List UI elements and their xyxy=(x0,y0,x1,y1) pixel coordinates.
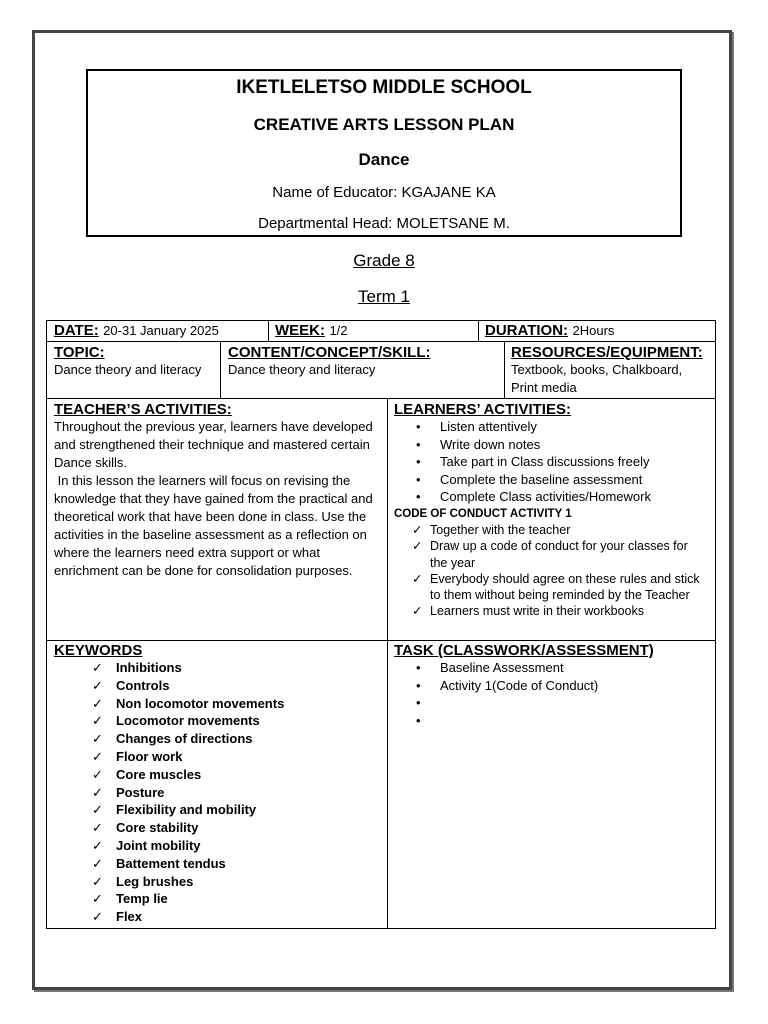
list-item: • Baseline Assessment xyxy=(394,659,709,677)
plan-title: CREATIVE ARTS LESSON PLAN xyxy=(253,115,515,134)
content-value: Dance theory and literacy xyxy=(228,362,376,377)
term-label: Term 1 xyxy=(358,287,410,306)
keyword-item: ✓ Flexibility and mobility xyxy=(54,801,380,819)
resources-cell xyxy=(504,341,716,399)
department-head: Departmental Head: MOLETSANE M. xyxy=(258,215,510,232)
teacher-activities-p1: Throughout the previous year, learners have developed and strengthened their technique and mastered certain Dance skills. xyxy=(54,419,373,470)
code-of-conduct-title: CODE OF CONDUCT ACTIVITY 1 xyxy=(394,507,572,520)
keyword-item: ✓ Temp lie xyxy=(54,890,380,908)
topic-label: TOPIC: xyxy=(54,344,105,361)
content-cell xyxy=(220,341,505,399)
keyword-item: ✓ Locomotor movements xyxy=(54,712,380,730)
list-item: ✓ Together with the teacher xyxy=(394,522,701,538)
keyword-item: ✓ Posture xyxy=(54,784,380,802)
task-label: TASK (CLASSWORK/ASSESSMENT) xyxy=(394,642,654,659)
topic-cell xyxy=(46,341,221,399)
keyword-item: ✓ Floor work xyxy=(54,748,380,766)
keyword-item: ✓ Core muscles xyxy=(54,766,380,784)
keyword-item: ✓ Battement tendus xyxy=(54,855,380,873)
date-cell xyxy=(46,320,269,342)
list-item: ✓ Draw up a code of conduct for your classes for the year xyxy=(394,538,701,571)
list-item: • Listen attentively xyxy=(394,418,715,436)
teacher-activities-p2: In this lesson the learners will focus on revising the knowledge that they have gained from the practical and theoretical work that have been done in class. Use the activities in the baseline assessment as a reflection on where the learners need extra support or what enrichment can be done for consolidation purposes. xyxy=(54,473,377,578)
learners-activities-list xyxy=(394,418,715,506)
date-label: DATE: xyxy=(54,322,99,339)
keyword-item: ✓ Non locomotor movements xyxy=(54,695,380,713)
learners-activities-label: LEARNERS’ ACTIVITIES: xyxy=(394,401,571,418)
keyword-item: ✓ Flex xyxy=(54,908,380,926)
keyword-item: ✓ Changes of directions xyxy=(54,730,380,748)
list-item xyxy=(394,694,709,712)
keywords-cell xyxy=(46,640,388,929)
keywords-list xyxy=(54,659,380,926)
list-item: ✓ Learners must write in their workbooks xyxy=(394,603,701,619)
duration-label: DURATION: xyxy=(485,322,569,339)
learners-activities-cell xyxy=(387,398,716,641)
keyword-item: ✓ Joint mobility xyxy=(54,837,380,855)
school-name: IKETLELETSO MIDDLE SCHOOL xyxy=(236,77,532,98)
duration-value: 2Hours xyxy=(572,323,615,338)
task-list xyxy=(394,659,709,729)
week-value: 1/2 xyxy=(329,323,348,338)
week-label: WEEK: xyxy=(275,322,325,339)
resources-label: RESOURCES/EQUIPMENT: xyxy=(511,344,703,361)
task-cell xyxy=(387,640,716,929)
list-item: • Activity 1(Code of Conduct) xyxy=(394,677,709,695)
week-cell xyxy=(268,320,479,342)
subject-title: Dance xyxy=(358,150,410,169)
duration-cell xyxy=(478,320,716,342)
keyword-item: ✓ Controls xyxy=(54,677,380,695)
educator-name: Name of Educator: KGAJANE KA xyxy=(272,184,496,201)
list-item: • Complete the baseline assessment xyxy=(394,471,715,489)
content-label: CONTENT/CONCEPT/SKILL: xyxy=(228,344,431,361)
date-value: 20-31 January 2025 xyxy=(103,323,219,338)
code-of-conduct-list xyxy=(394,522,701,620)
keywords-label: KEYWORDS xyxy=(54,642,143,659)
list-item: • Take part in Class discussions freely xyxy=(394,453,715,471)
keyword-item: ✓ Core stability xyxy=(54,819,380,837)
keyword-item: ✓ Leg brushes xyxy=(54,873,380,891)
topic-value: Dance theory and literacy xyxy=(54,362,202,377)
teacher-activities-cell xyxy=(46,398,388,641)
keyword-item: ✓ Inhibitions xyxy=(54,659,380,677)
teacher-activities-label: TEACHER’S ACTIVITIES: xyxy=(54,401,232,418)
list-item: • Write down notes xyxy=(394,436,715,454)
resources-value: Textbook, books, Chalkboard, Print media xyxy=(511,362,683,395)
list-item: ✓ Everybody should agree on these rules and stick to them without being reminded by the Teacher xyxy=(394,571,701,604)
header-box xyxy=(86,69,682,237)
list-item xyxy=(394,712,709,730)
grade-label: Grade 8 xyxy=(353,251,415,270)
list-item: • Complete Class activities/Homework xyxy=(394,488,715,506)
